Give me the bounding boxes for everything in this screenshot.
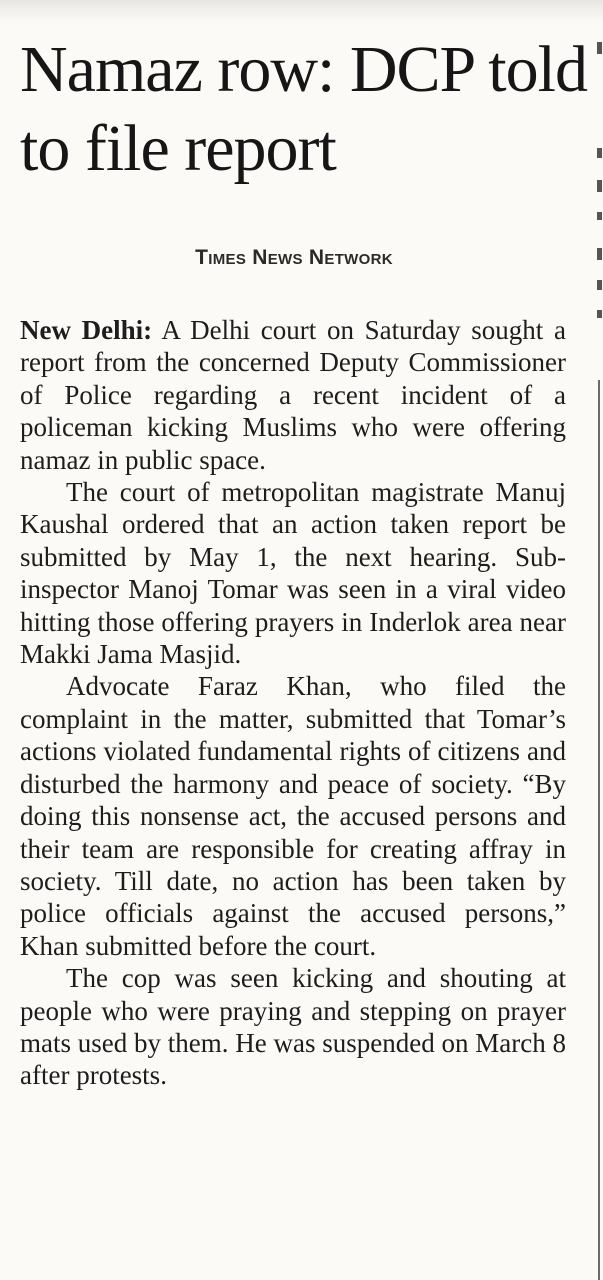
edge-mark [597,310,602,318]
article-dateline: New Delhi: [20,315,153,345]
article-paragraph: The court of metropolitan magistrate Manuj Kaushal ordered that an action taken report be submitted by May 1, the next hearing. Sub-inspector Manoj Tomar was seen in a viral video hitting those offering prayers in Inderlok area near Makki Jama Masjid. [20,477,566,670]
scan-edge-shadow [0,0,603,22]
adjacent-column-marks [597,30,603,370]
article-byline: Times News Network [195,246,393,269]
edge-mark [597,148,602,158]
article-paragraph: The cop was seen kicking and shouting at people who were praying and stepping on prayer mats used by them. He was suspended on March 8 after protests. [20,963,566,1091]
paragraph-text: A Delhi court on Saturday sought a report from the concerned Deputy Commissioner of Police regarding a recent incident of a policeman kicking Muslims who were offering namaz in public space. [20,315,566,475]
article-body [20,314,566,1092]
article-paragraph [20,314,566,476]
article-paragraph: Advocate Faraz Khan, who filed the complaint in the matter, submitted that Tomar’s actions violated fundamental rights of citizens and disturbed the harmony and peace of society. “By doing this nonsense act, the accused persons and their team are responsible for creating affray in society. Till date, no action has been taken by police officials against the accused persons,” Khan submitted before the court. [20,671,566,961]
edge-mark [597,248,602,260]
edge-mark [597,280,602,290]
edge-mark [597,212,602,220]
article-headline: Namaz row: DCP told to file report [20,33,587,186]
column-rule [598,380,600,1280]
edge-mark [597,180,602,192]
edge-mark [597,42,602,54]
